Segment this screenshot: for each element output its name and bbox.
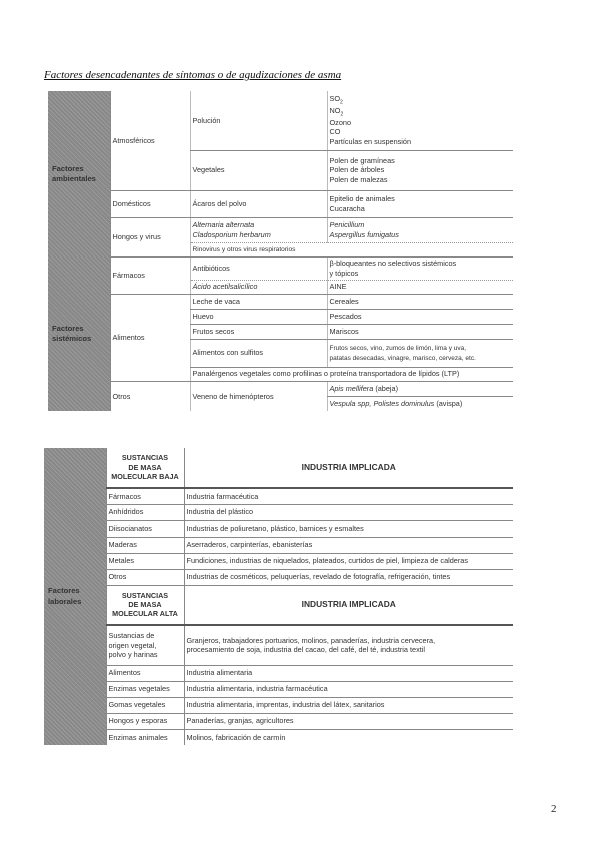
otros-cell: Otros bbox=[110, 381, 190, 411]
antibioticos-cell: Antibióticos bbox=[190, 257, 327, 280]
industria-alta-0: Granjeros, trabajadores portuarios, molinos, panaderías, industria cervecera, procesamiento de soja, industria del cacao, del café, del té, industria textil bbox=[184, 625, 513, 665]
sustancia-baja-3: Maderas bbox=[106, 537, 184, 553]
category-ambientales: Factores ambientales bbox=[48, 91, 110, 257]
huevo-cell: Huevo bbox=[190, 309, 327, 324]
leche-cell: Leche de vaca bbox=[190, 294, 327, 309]
polen-list: Polen de gramíneas Polen de árboles Polen de malezas bbox=[327, 150, 513, 190]
industria-alta-5: Molinos, fabricación de carmín bbox=[184, 729, 513, 745]
sustancia-baja-2: Diisocianatos bbox=[106, 520, 184, 537]
cereales-cell: Cereales bbox=[327, 294, 513, 309]
sustancia-alta-4: Hongos y esporas bbox=[106, 713, 184, 729]
sustancia-baja-0: Fármacos bbox=[106, 488, 184, 504]
mariscos-cell: Mariscos bbox=[327, 324, 513, 339]
hongos-species-left: Alternaria alternata Cladosporium herbarum bbox=[190, 217, 327, 242]
aine-cell: AINE bbox=[327, 280, 513, 294]
rinovirus-cell: Rinovirus y otros virus respiratorios bbox=[190, 242, 513, 256]
sulfitos-cell: Alimentos con sulfitos bbox=[190, 339, 327, 367]
industria-baja-3: Aserraderos, carpinterías, ebanisterías bbox=[184, 537, 513, 553]
industria-alta-1: Industria alimentaria bbox=[184, 665, 513, 681]
sustancia-baja-4: Metales bbox=[106, 553, 184, 569]
sustancia-alta-2: Enzimas vegetales bbox=[106, 681, 184, 697]
vegetales-cell: Vegetales bbox=[190, 150, 327, 190]
category-laborales: Factores laborales bbox=[44, 448, 106, 745]
category-sistemicos: Factores sistémicos bbox=[48, 257, 110, 411]
industria-baja-0: Industria farmacéutica bbox=[184, 488, 513, 504]
industria-baja-5: Industrias de cosméticos, peluquerías, revelado de fotografía, refrigeración, tintes bbox=[184, 569, 513, 585]
sulfitos-list: Frutos secos, vino, zumos de limón, lima y uva, patatas desecadas, vinagre, marisco, cerveza, etc. bbox=[327, 339, 513, 367]
panalergenos-cell: Panalérgenos vegetales como profilinas o proteína transportadora de lípidos (LTP) bbox=[190, 367, 513, 381]
header-industria-baja: INDUSTRIA IMPLICADA bbox=[184, 448, 513, 488]
farmacos-cell: Fármacos bbox=[110, 257, 190, 294]
header-alta: SUSTANCIAS DE MASA MOLECULAR ALTA bbox=[106, 585, 184, 625]
hongos-species-right: Penicillium Aspergillus fumigatus bbox=[327, 217, 513, 242]
industria-baja-4: Fundiciones, industrias de niquelados, plateados, curtidos de piel, limpieza de calderas bbox=[184, 553, 513, 569]
sustancia-alta-0: Sustancias de origen vegetal, polvo y harinas bbox=[106, 625, 184, 665]
header-baja: SUSTANCIAS DE MASA MOLECULAR BAJA bbox=[106, 448, 184, 488]
frutos-secos-cell: Frutos secos bbox=[190, 324, 327, 339]
hongos-cell: Hongos y virus bbox=[110, 217, 190, 256]
acido-cell: Ácido acetilsalicílico bbox=[190, 280, 327, 294]
industria-alta-3: Industria alimentaria, imprentas, industria del látex, sanitarios bbox=[184, 697, 513, 713]
industria-baja-1: Industria del plástico bbox=[184, 504, 513, 520]
sustancia-alta-3: Gomas vegetales bbox=[106, 697, 184, 713]
betabloq-cell: β-bloqueantes no selectivos sistémicos y tópicos bbox=[327, 257, 513, 280]
sustancia-alta-1: Alimentos bbox=[106, 665, 184, 681]
atmosfericos-cell: Atmosféricos bbox=[110, 91, 190, 190]
domesticos-cell: Domésticos bbox=[110, 190, 190, 217]
laborales-table bbox=[44, 448, 513, 745]
triggers-table bbox=[48, 91, 513, 411]
polucion-cell: Polución bbox=[190, 91, 327, 150]
industria-baja-2: Industrias de poliuretano, plástico, barnices y esmaltes bbox=[184, 520, 513, 537]
polucion-list: $SO_2$ $NO_2$ Ozono CO Partículas en suspensión bbox=[327, 91, 513, 150]
domesticos-list: Epitelio de animales Cucaracha bbox=[327, 190, 513, 217]
pescados-cell: Pescados bbox=[327, 309, 513, 324]
page-title: Factores desencadenantes de síntomas o de agudizaciones de asma bbox=[44, 69, 342, 81]
page-number: 2 bbox=[551, 803, 557, 815]
apis-cell: Apis mellifera (abeja) bbox=[327, 381, 513, 396]
header-industria-alta: INDUSTRIA IMPLICADA bbox=[184, 585, 513, 625]
vespula-cell: Vespula spp, Polistes dominulus (avispa) bbox=[327, 396, 513, 411]
alimentos-cell: Alimentos bbox=[110, 294, 190, 381]
industria-alta-4: Panaderías, granjas, agricultores bbox=[184, 713, 513, 729]
acaros-cell: Ácaros del polvo bbox=[190, 190, 327, 217]
veneno-cell: Veneno de himenópteros bbox=[190, 381, 327, 411]
sustancia-alta-5: Enzimas animales bbox=[106, 729, 184, 745]
sustancia-baja-5: Otros bbox=[106, 569, 184, 585]
industria-alta-2: Industria alimentaria, industria farmacéutica bbox=[184, 681, 513, 697]
sustancia-baja-1: Anhídridos bbox=[106, 504, 184, 520]
